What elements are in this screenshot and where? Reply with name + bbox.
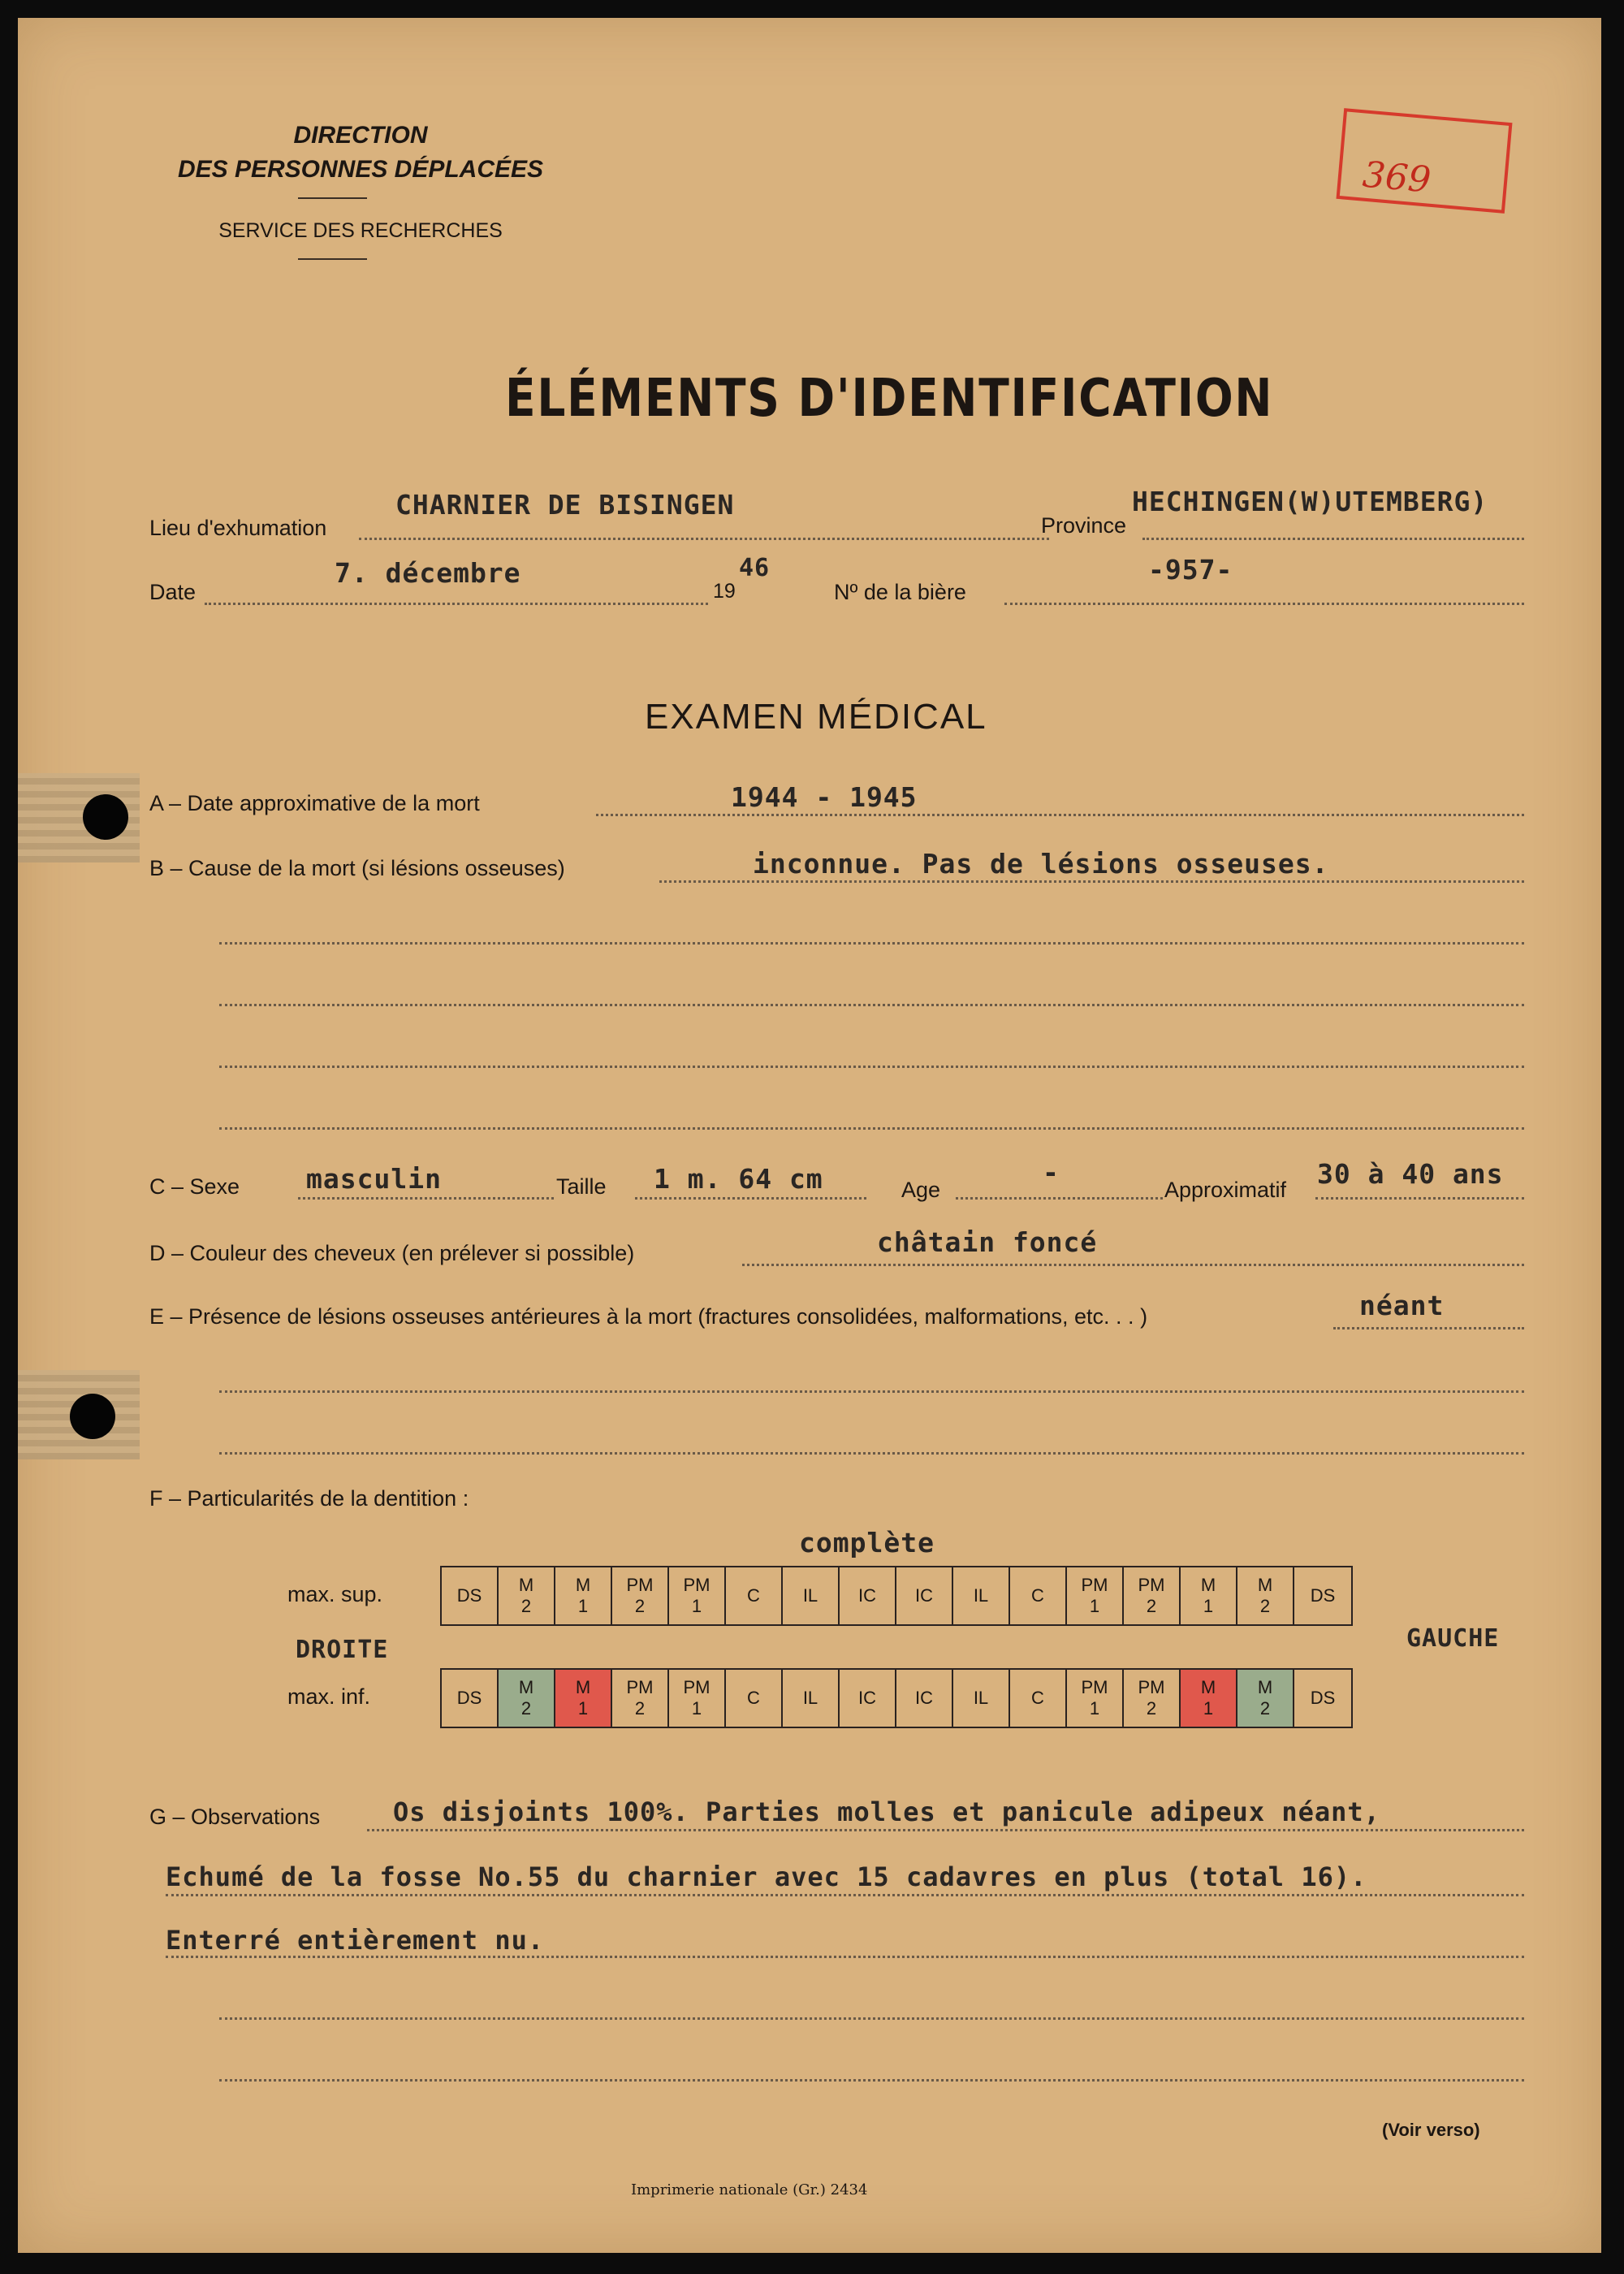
tooth-number: 2 bbox=[634, 1596, 646, 1616]
sexe-value: masculin bbox=[306, 1163, 442, 1195]
section-f-label: F – Particularités de la dentition : bbox=[149, 1486, 469, 1511]
section-d-label: D – Couleur des cheveux (en prélever si possible) bbox=[149, 1241, 635, 1265]
voir-verso-note: (Voir verso) bbox=[1382, 2120, 1480, 2140]
tooth-code: PM bbox=[626, 1676, 654, 1697]
tooth-number: 2 bbox=[1259, 1698, 1271, 1718]
tooth-code: M bbox=[518, 1676, 534, 1697]
tooth-number: 1 bbox=[577, 1698, 589, 1718]
upper-tooth-cell bbox=[1067, 1567, 1124, 1624]
stamp-number: 369 bbox=[1361, 153, 1433, 201]
tooth-code: C bbox=[747, 1584, 760, 1606]
lower-teeth-chart bbox=[440, 1668, 1353, 1728]
taille-line bbox=[635, 1197, 866, 1200]
section-e-label: E – Présence de lésions osseuses antérieures à la mort (fractures consolidées, malformations, etc. . . ) bbox=[149, 1304, 1148, 1329]
tooth-code: M bbox=[1200, 1676, 1216, 1697]
date-label: Date bbox=[149, 580, 197, 604]
age-value: - bbox=[1043, 1156, 1060, 1188]
biere-line bbox=[1004, 603, 1524, 605]
upper-tooth-cell bbox=[953, 1567, 1010, 1624]
upper-tooth-cell bbox=[783, 1567, 840, 1624]
observations-underline-1 bbox=[367, 1829, 1524, 1831]
tooth-number: 2 bbox=[1146, 1698, 1157, 1718]
upper-tooth-cell bbox=[555, 1567, 612, 1624]
tooth-number: 2 bbox=[520, 1698, 532, 1718]
upper-tooth-cell bbox=[1294, 1567, 1351, 1624]
section-e-value: néant bbox=[1359, 1290, 1445, 1321]
tooth-code: DS bbox=[456, 1687, 482, 1708]
observations-underline-3 bbox=[166, 1956, 1524, 1958]
sexe-line bbox=[298, 1197, 554, 1200]
header-divider-top bbox=[298, 197, 367, 199]
approximatif-line bbox=[1315, 1197, 1524, 1200]
lower-tooth-cell bbox=[555, 1670, 612, 1727]
upper-tooth-cell bbox=[669, 1567, 726, 1624]
section-a-line bbox=[596, 814, 1524, 816]
tooth-code: C bbox=[1031, 1584, 1044, 1606]
tooth-code: IC bbox=[915, 1687, 933, 1708]
section-d-line bbox=[742, 1264, 1524, 1266]
tooth-number: 2 bbox=[634, 1698, 646, 1718]
tooth-code: M bbox=[1257, 1574, 1273, 1595]
tooth-code: IL bbox=[802, 1687, 818, 1708]
lower-tooth-cell bbox=[669, 1670, 726, 1727]
header-direction-subtitle: DES PERSONNES DÉPLACÉES bbox=[177, 156, 544, 183]
upper-tooth-cell bbox=[840, 1567, 896, 1624]
header-direction: DIRECTION bbox=[293, 122, 428, 149]
upper-tooth-cell bbox=[1181, 1567, 1237, 1624]
section-b-blank-line-2 bbox=[219, 1004, 1524, 1006]
lower-tooth-cell bbox=[726, 1670, 783, 1727]
year-suffix: 46 bbox=[739, 554, 771, 582]
upper-tooth-cell bbox=[896, 1567, 953, 1624]
exam-title: EXAMEN MÉDICAL bbox=[645, 697, 987, 737]
gauche-label: GAUCHE bbox=[1406, 1624, 1500, 1653]
section-e-blank-line-2 bbox=[219, 1452, 1524, 1455]
tooth-code: PM bbox=[1138, 1676, 1165, 1697]
province-line bbox=[1142, 538, 1524, 540]
tooth-code: IL bbox=[973, 1584, 989, 1606]
lower-tooth-cell bbox=[1124, 1670, 1181, 1727]
lower-tooth-cell bbox=[1067, 1670, 1124, 1727]
section-b-label: B – Cause de la mort (si lésions osseuses) bbox=[149, 856, 565, 880]
section-b-blank-line-3 bbox=[219, 1066, 1524, 1068]
tooth-code: IL bbox=[973, 1687, 989, 1708]
age-label: Age bbox=[901, 1178, 941, 1202]
tooth-code: M bbox=[518, 1574, 534, 1595]
lower-tooth-cell bbox=[1294, 1670, 1351, 1727]
tooth-code: PM bbox=[626, 1574, 654, 1595]
observations-label: G – Observations bbox=[149, 1805, 321, 1829]
tooth-number: 2 bbox=[520, 1596, 532, 1616]
tooth-code: C bbox=[747, 1687, 760, 1708]
dentition-note: complète bbox=[799, 1527, 935, 1559]
section-b-blank-line-4 bbox=[219, 1127, 1524, 1130]
tooth-number: 2 bbox=[1146, 1596, 1157, 1616]
tooth-code: IC bbox=[858, 1584, 876, 1606]
date-value: 7. décembre bbox=[335, 557, 521, 589]
date-line bbox=[205, 603, 708, 605]
lieu-exhumation-label: Lieu d'exhumation bbox=[149, 516, 327, 540]
max-sup-label: max. sup. bbox=[287, 1582, 383, 1606]
tooth-code: PM bbox=[683, 1574, 710, 1595]
tooth-code: M bbox=[1257, 1676, 1273, 1697]
lower-tooth-cell bbox=[896, 1670, 953, 1727]
upper-tooth-cell bbox=[1237, 1567, 1294, 1624]
lower-tooth-cell bbox=[612, 1670, 669, 1727]
tooth-code: PM bbox=[683, 1676, 710, 1697]
upper-tooth-cell bbox=[1124, 1567, 1181, 1624]
taille-value: 1 m. 64 cm bbox=[654, 1163, 823, 1195]
section-a-value: 1944 - 1945 bbox=[731, 781, 918, 813]
tooth-code: IL bbox=[802, 1584, 818, 1606]
archive-number-stamp bbox=[1337, 108, 1513, 214]
identification-form-page bbox=[18, 18, 1601, 2253]
section-e-line-0 bbox=[1333, 1327, 1524, 1329]
tooth-code: PM bbox=[1081, 1676, 1108, 1697]
upper-tooth-cell bbox=[1010, 1567, 1067, 1624]
tooth-number: 1 bbox=[1203, 1698, 1214, 1718]
section-a-label: A – Date approximative de la mort bbox=[149, 791, 480, 815]
observations-line-3: Enterré entièrement nu. bbox=[166, 1925, 545, 1956]
lower-tooth-cell bbox=[840, 1670, 896, 1727]
section-b-line bbox=[659, 880, 1524, 883]
page-title: ÉLÉMENTS D'IDENTIFICATION bbox=[505, 369, 1274, 429]
tooth-code: DS bbox=[456, 1584, 482, 1606]
lower-tooth-cell bbox=[953, 1670, 1010, 1727]
tooth-number: 2 bbox=[1259, 1596, 1271, 1616]
tooth-code: M bbox=[575, 1676, 591, 1697]
approximatif-label: Approximatif bbox=[1164, 1178, 1287, 1202]
tooth-code: M bbox=[1200, 1574, 1216, 1595]
province-value: HECHINGEN(W)UTEMBERG) bbox=[1132, 486, 1488, 517]
tooth-number: 1 bbox=[691, 1698, 702, 1718]
section-b-blank-line-1 bbox=[219, 942, 1524, 945]
biere-label: Nº de la bière bbox=[834, 580, 966, 604]
biere-value: -957- bbox=[1148, 554, 1233, 586]
section-c-label: C – Sexe bbox=[149, 1174, 240, 1199]
taille-label: Taille bbox=[556, 1174, 607, 1199]
upper-tooth-cell bbox=[612, 1567, 669, 1624]
tooth-code: IC bbox=[915, 1584, 933, 1606]
tooth-code: DS bbox=[1310, 1584, 1336, 1606]
section-d-value: châtain foncé bbox=[877, 1226, 1098, 1258]
upper-tooth-cell bbox=[499, 1567, 555, 1624]
tooth-code: M bbox=[575, 1574, 591, 1595]
tooth-number: 1 bbox=[691, 1596, 702, 1616]
section-e-blank-line-1 bbox=[219, 1390, 1524, 1393]
lower-tooth-cell bbox=[499, 1670, 555, 1727]
upper-tooth-cell bbox=[442, 1567, 499, 1624]
approximatif-value: 30 à 40 ans bbox=[1317, 1158, 1504, 1190]
tooth-code: C bbox=[1031, 1687, 1044, 1708]
tooth-number: 1 bbox=[577, 1596, 589, 1616]
lower-tooth-cell bbox=[783, 1670, 840, 1727]
lower-tooth-cell bbox=[1010, 1670, 1067, 1727]
observations-line-1: Os disjoints 100%. Parties molles et panicule adipeux néant, bbox=[393, 1796, 1380, 1827]
tooth-code: PM bbox=[1138, 1574, 1165, 1595]
upper-teeth-chart bbox=[440, 1566, 1353, 1626]
observations-blank-line-4 bbox=[219, 2017, 1524, 2020]
lower-tooth-cell bbox=[1237, 1670, 1294, 1727]
observations-line-2: Echumé de la fosse No.55 du charnier avec 15 cadavres en plus (total 16). bbox=[166, 1861, 1367, 1892]
tooth-code: IC bbox=[858, 1687, 876, 1708]
lieu-exhumation-value: CHARNIER DE BISINGEN bbox=[395, 489, 735, 521]
lower-tooth-cell bbox=[442, 1670, 499, 1727]
section-b-value: inconnue. Pas de lésions osseuses. bbox=[753, 848, 1329, 880]
year-prefix: 19 bbox=[713, 580, 736, 603]
province-label: Province bbox=[1041, 513, 1127, 538]
age-line bbox=[956, 1197, 1163, 1200]
tooth-number: 1 bbox=[1089, 1596, 1100, 1616]
tooth-number: 1 bbox=[1203, 1596, 1214, 1616]
observations-underline-2 bbox=[166, 1894, 1524, 1896]
tooth-code: PM bbox=[1081, 1574, 1108, 1595]
lieu-exhumation-line bbox=[359, 538, 1049, 540]
header-service: SERVICE DES RECHERCHES bbox=[218, 219, 503, 242]
lower-tooth-cell bbox=[1181, 1670, 1237, 1727]
observations-blank-line-5 bbox=[219, 2079, 1524, 2082]
header-divider-bottom bbox=[298, 258, 367, 260]
tooth-code: DS bbox=[1310, 1687, 1336, 1708]
binder-hole-bottom bbox=[70, 1394, 115, 1439]
binder-hole-top bbox=[83, 794, 128, 840]
droite-label: DROITE bbox=[296, 1636, 389, 1664]
printer-imprint: Imprimerie nationale (Gr.) 2434 bbox=[631, 2181, 868, 2198]
max-inf-label: max. inf. bbox=[287, 1684, 371, 1709]
tooth-number: 1 bbox=[1089, 1698, 1100, 1718]
upper-tooth-cell bbox=[726, 1567, 783, 1624]
